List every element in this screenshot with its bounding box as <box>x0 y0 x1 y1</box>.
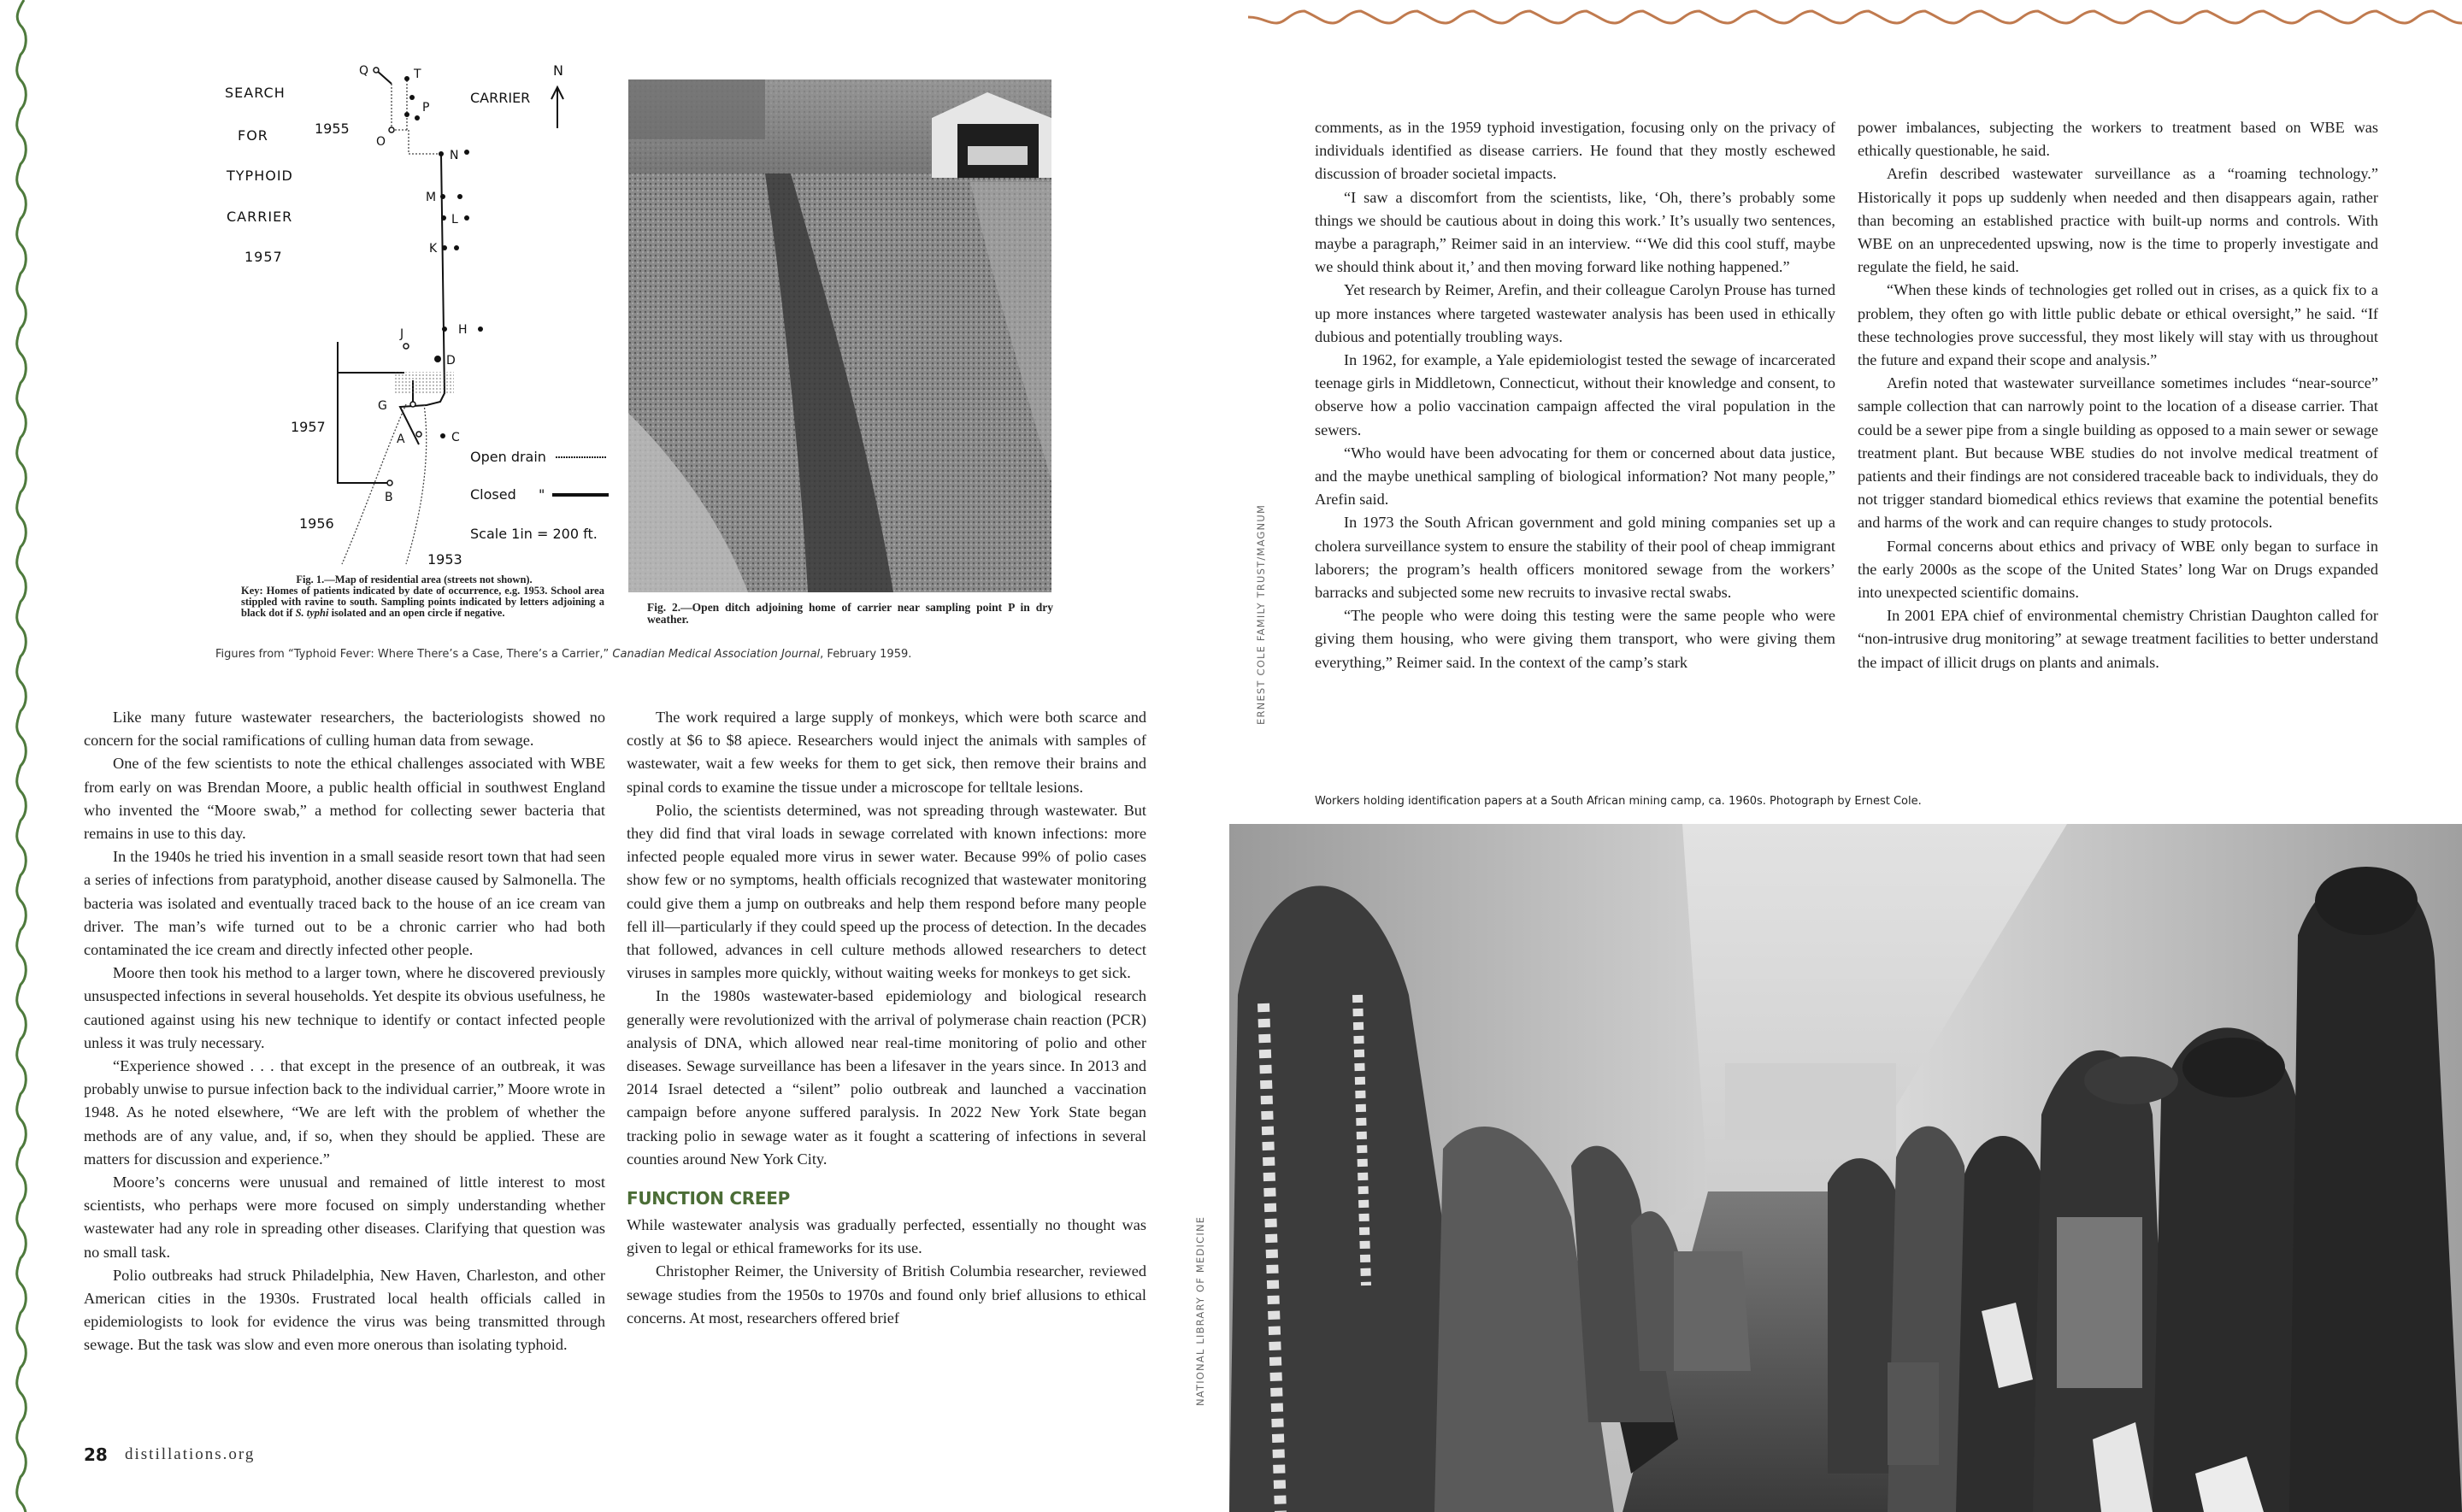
point-label: P <box>422 101 430 115</box>
map-title-line: CARRIER <box>227 209 293 225</box>
paragraph: Moore then took his method to a larger town, where he discovered previously unsuspected infections in several households. Yet despite its obvious usefulness, he cautioned against using his new technique to identify or contact infected people unless it was truly necessary. <box>84 964 605 1051</box>
paragraph: In 1973 the South African government and gold mining companies set up a cholera surveillance system to ensure the stability of their pool of cheap immigrant laborers; the program’s health officers monitored sewage from the workers’ barracks and subjected some new recruits to invasive rectal swabs. <box>1315 514 1835 602</box>
credit-prefix: Figures from “Typhoid Fever: Where There’s a Case, There’s a Carrier,” <box>215 648 613 661</box>
point-label: M <box>426 191 437 204</box>
point-label: B <box>385 491 393 504</box>
year-label: 1953 <box>427 551 462 568</box>
mining-camp-photo <box>1229 824 2462 1512</box>
paragraph: “Experience showed . . . that except in the presence of an outbreak, it was probably unwise to pursue infection back to the individual carrier,” Moore wrote in 1948. As he noted elsewhere, “We are left with the problem of whether the methods are of any value, and, if so, when they should be applied. These are matters for discussion and experience.” <box>84 1057 605 1168</box>
paragraph: One of the few scientists to note the ethical challenges associated with WBE from early on was Brendan Moore, a public health official in southwest England who invented the “Moore swab,” a method for collecting sewer bacteria that remains in use to this day. <box>84 755 605 843</box>
paragraph: “The people who were doing this testing were the same people who were giving them housing, who were giving them transport, who were giving them everything,” Reimer said. In the context of the camp’s stark <box>1315 607 1835 671</box>
paragraph: “I saw a discomfort from the scientists, like, ‘Oh, there’s probably some things we should be cautious about in doing this work.’ It’s usually two sentences, maybe a paragraph,” Reimer said in an interview. “‘We did this cool stuff, maybe we should think about it,’ and then moving forward like nothing happened.” <box>1315 188 1835 276</box>
sampling-points <box>374 68 483 485</box>
point-label: L <box>451 213 458 227</box>
point-label: Q <box>359 64 369 78</box>
paragraph: While wastewater analysis was gradually perfected, essentially no thought was given to legal or ethical frameworks for its use. <box>627 1216 1146 1257</box>
paragraph: Arefin described wastewater surveillance as a “roaming technology.” Historically it pops up suddenly when needed and then disappears again, rather than becoming an established practice with built-up norms and controls. With WBE on an unprecedented upswing, now is the time to properly investigate and regulate the field, he said. <box>1858 165 2378 276</box>
article-column-3 <box>1315 116 1835 674</box>
photo-caption: Workers holding identification papers at a South African mining camp, ca. 1960s. Photograph by Ernest Cole. <box>1315 795 1922 808</box>
paragraph: Polio outbreaks had struck Philadelphia, New Haven, Charleston, and other American cities in the 1930s. Frustrated local health officials called in epidemiologists to look for evidence the virus was being transmitted through sewage. But the task was slow and even more onerous than isolating typhoid. <box>84 1266 605 1354</box>
point-label: J <box>400 327 404 341</box>
figure-1-map <box>214 60 624 573</box>
credit-suffix: , February 1959. <box>820 648 912 661</box>
site-name[interactable]: distillations.org <box>125 1445 256 1463</box>
legend-closed: Closed <box>470 486 516 503</box>
point-label: A <box>397 432 405 446</box>
point-label: G <box>378 399 387 413</box>
photo-credit: ERNEST COLE FAMILY TRUST/MAGNUM <box>1255 503 1267 725</box>
paragraph: In 2001 EPA chief of environmental chemistry Christian Daughton called for “non-intrusive drug monitoring” at sewage treatment facilities to better understand the impact of illicit drugs on plants and animals. <box>1858 607 2378 671</box>
section-heading: FUNCTION CREEP <box>627 1188 790 1209</box>
paragraph: “Who would have been advocating for them or concerned about data justice, and the maybe unethical sampling of biological information? Not many people,” Arefin said. <box>1315 444 1835 509</box>
paragraph: Yet research by Reimer, Arefin, and their colleague Carolyn Prouse has turned up more instances where targeted wastewater analysis has been used in ethically dubious and potentially troubling ways. <box>1315 281 1835 345</box>
figure-1-caption-end: isolated and an open circle if negative. <box>331 607 505 619</box>
paragraph: In the 1940s he tried his invention in a small seaside resort town that had seen a series of infections from paratyphoid, another disease caused by Salmonella. The bacteria was isolated and eventually traced back to the house of an ice cream van driver. The man’s wife turned out to be a chronic carrier who had both contaminated the ice cream and directly infected other people. <box>84 848 605 959</box>
figures-source-credit <box>215 648 1070 661</box>
article-column-4 <box>1858 116 2378 674</box>
point-label: N <box>450 149 459 162</box>
point-label: D <box>446 354 456 368</box>
figure-2-ditch-photo <box>628 79 1051 592</box>
year-label: 1957 <box>291 419 326 435</box>
paragraph: Arefin noted that wastewater surveillance sometimes includes “near-source” sample collection that can narrowly point to the location of a disease carrier. That could be a sewer pipe from a single building as opposed to a main sewer or sewage treatment plant. But because WBE studies do not involve medical treatment of patients and their findings are not considered traceable back to individuals, they do not trigger standard biomedical ethics reviews that examine the potential benefits and harms of the work and can require changes to study protocols. <box>1858 374 2378 532</box>
figure-credit: NATIONAL LIBRARY OF MEDICINE <box>1194 1215 1206 1406</box>
point-label: K <box>429 242 438 256</box>
north-label: N <box>553 62 563 79</box>
paragraph: Christopher Reimer, the University of British Columbia researcher, reviewed sewage studies from the 1950s to 1970s and found only brief allusions to ethical concerns. At most, researchers offered brief <box>627 1262 1146 1327</box>
left-wave-decoration <box>0 0 34 1512</box>
scale-label: Scale 1in = 200 ft. <box>470 526 598 542</box>
paragraph: Polio, the scientists determined, was not spreading through wastewater. But they did find that viral loads in sewage correlated with known infections: more infected people equaled more virus in sewer water. Because 99% of polio cases show few or no symptoms, health officials recognized that wastewater monitoring could give them a jump on outbreaks and help them respond before many people fell ill—particularly if they could speed up the process of detection. In the decades that followed, advances in cell culture methods allowed researchers to detect viruses in samples more quickly, without waiting weeks for monkeys to get sick. <box>627 801 1146 982</box>
figure-1-caption-body: Key: Homes of patients indicated by date of occurrence, e.g. 1953. School area stippled with ravine to south. Sampling points indicated by letters adjoining a black dot if <box>241 585 604 619</box>
paragraph: “When these kinds of technologies get rolled out in crises, as a quick fix to a problem, they often go with little public debate or ethical oversight,” he said. “If these technologies prove successful, they most likely will stay with us throughout the future and expand their scope and analysis.” <box>1858 281 2378 369</box>
figure-2-caption-text: Fig. 2.—Open ditch adjoining home of carrier near sampling point P in dry weather. <box>647 601 1053 626</box>
paragraph: Formal concerns about ethics and privacy of WBE only began to surface in the early 2000s as the scope of the United States’ long War on Drugs expanded into unexpected scientific domains. <box>1858 537 2378 602</box>
paragraph: The work required a large supply of monkeys, which were both scarce and costly at $6 to $8 apiece. Researchers would inject the animals with samples of wastewater, wait a few weeks for them to get sick, then remove their brains and spinal cords to examine the tissue under a microscope for telltale lesions. <box>627 709 1146 796</box>
credit-journal: Canadian Medical Association Journal <box>612 648 821 661</box>
year-label: 1955 <box>315 121 350 137</box>
legend-open-drain: Open drain <box>470 449 546 465</box>
point-label: O <box>376 135 386 149</box>
paragraph: Like many future wastewater researchers, the bacteriologists showed no concern for the social ramifications of culling human data from sewage. <box>84 709 605 750</box>
article-column-1 <box>84 706 605 1357</box>
point-label: T <box>414 68 421 81</box>
paragraph: power imbalances, subjecting the workers to treatment based on WBE was ethically questionable, he said. <box>1858 119 2378 160</box>
figure-2-caption <box>630 602 1053 626</box>
school-area <box>394 372 454 393</box>
figure-1-caption <box>224 574 604 619</box>
map-title-line: FOR <box>238 127 268 144</box>
year-label: 1956 <box>299 515 334 532</box>
paragraph: comments, as in the 1959 typhoid investigation, focusing only on the privacy of individuals identified as disease carriers. He found that they mostly eschewed discussion of broader societal impacts. <box>1315 119 1835 183</box>
carrier-label: CARRIER <box>470 90 531 106</box>
map-title-line: TYPHOID <box>227 168 293 184</box>
north-arrow-icon <box>551 87 563 128</box>
legend-ditto: " <box>539 486 545 503</box>
paragraph: In the 1980s wastewater-based epidemiology and biological research generally were revolutionized with the arrival of polymerase chain reaction (PCR) analysis of DNA, which allowed near real-time monitoring of polio and other diseases. Sewage surveillance has been a lifesaver in the years since. In 2013 and 2014 Israel detected a “silent” polio outbreak and launched a vaccination campaign before anyone suffered paralysis. In 2022 New York State began tracking polio in sewage water as it fought a scattering of infections in several counties around New York City. <box>627 987 1146 1168</box>
paragraph: Moore’s concerns were unusual and remained of little interest to most scientists, who perhaps were more focused on simply understanding whether wastewater had any role in spreading other diseases. Clarifying that question was no small task. <box>84 1174 605 1261</box>
figure-1-caption-italic: S. typhi <box>295 607 329 619</box>
article-column-2 <box>627 706 1146 1330</box>
map-title-line: 1957 <box>244 249 283 265</box>
point-label: H <box>458 323 468 337</box>
map-title-line: SEARCH <box>225 85 286 101</box>
point-label: C <box>451 431 460 444</box>
paragraph: In 1962, for example, a Yale epidemiologist tested the sewage of incarcerated teenage girls in Middletown, Connecticut, without their knowledge and consent, to observe how a polio vaccination campaign affected the viral population in the sewers. <box>1315 351 1835 438</box>
top-wave-decoration <box>1231 0 2462 34</box>
figure-1-caption-title: Fig. 1.—Map of residential area (streets not shown). <box>296 574 533 585</box>
page-number: 28 <box>84 1444 108 1465</box>
